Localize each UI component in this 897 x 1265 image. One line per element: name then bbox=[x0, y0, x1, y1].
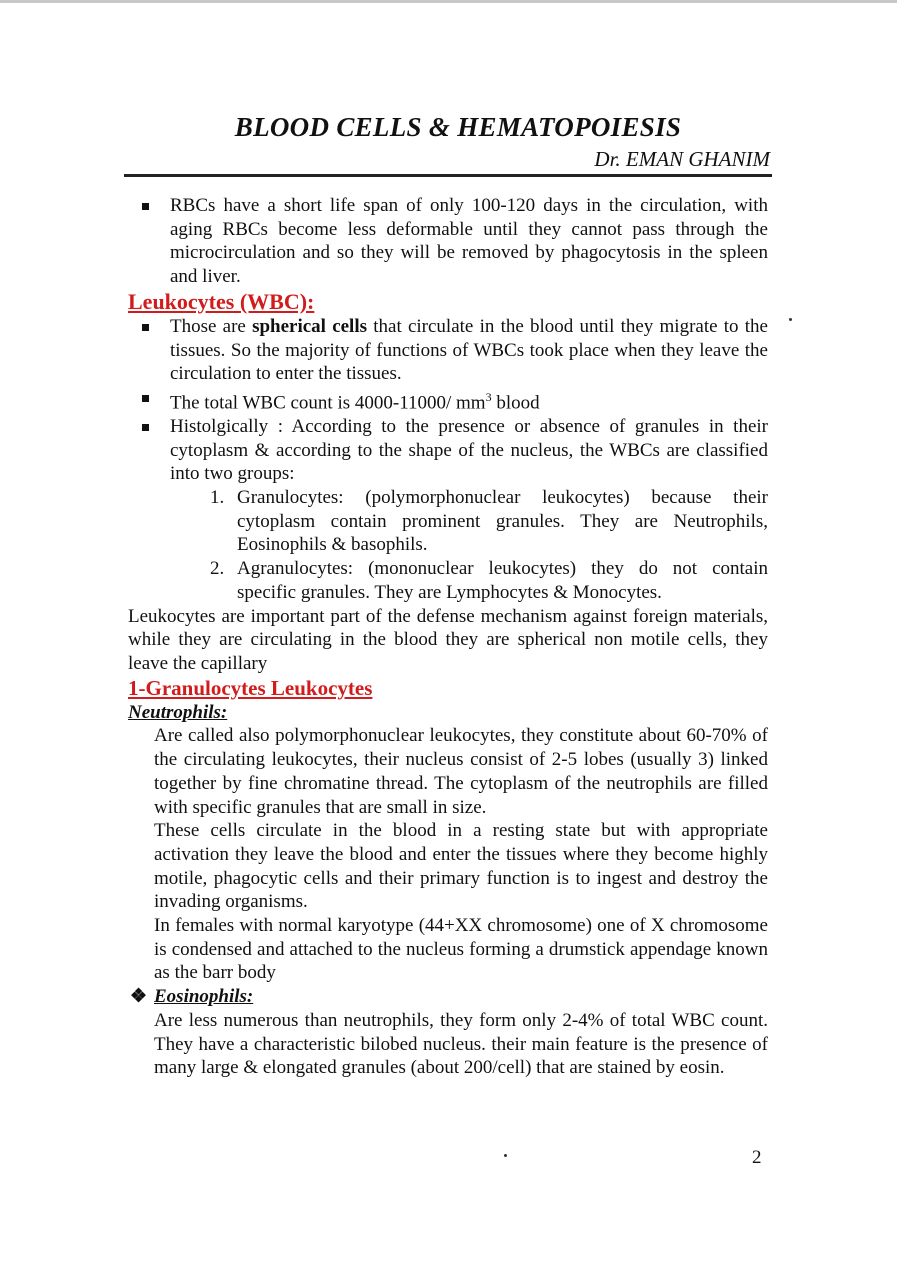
list-item: RBCs have a short life span of only 100-120 days in the circulation, with aging RBCs become less deformable until they cannot pass through the microcirculation and so they will be removed by phagocytosis in the spleen and liver. bbox=[128, 194, 768, 289]
wbc-groups-list bbox=[128, 486, 768, 605]
section-heading-leukocytes: Leukocytes (WBC): bbox=[128, 288, 315, 314]
header-divider bbox=[124, 174, 772, 177]
section-heading-granulocytes: 1-Granulocytes Leukocytes bbox=[128, 675, 373, 700]
eosinophils-paragraph: Are less numerous than neutrophils, they form only 2-4% of total WBC count. They have a characteristic bilobed nucleus. their main feature is the presence of many large & elongated granules (about 200/cell) that are stained by eosin. bbox=[154, 1009, 768, 1079]
list-item: Histolgically : According to the presence or absence of granules in their cytoplasm & according to the shape of the nucleus, the WBCs are classified into two groups: bbox=[128, 415, 768, 486]
leukocytes-summary: Leukocytes are important part of the defense mechanism against foreign materials, while they are circulating in the blood they are spherical non motile cells, they leave the capillary bbox=[128, 605, 768, 674]
neutrophils-paragraph-2: These cells circulate in the blood in a resting state but with appropriate activation they leave the blood and enter the tissues where they become highly motile, phagocytic cells and their primary function is to ingest and destroy the invading organisms. bbox=[154, 820, 768, 913]
square-bullet-icon bbox=[142, 203, 149, 210]
square-bullet-icon bbox=[142, 324, 149, 331]
neutrophils-paragraph-1: Are called also polymorphonuclear leukocytes, they constitute about 60-70% of the circulating leukocytes, their nucleus consist of 2-5 lobes (usually 3) linked together by fine chromatine thread. The cytoplasm of the neutrophils are filled with specific granules that are small in size. bbox=[154, 725, 768, 818]
page-number: 2 bbox=[752, 1147, 762, 1168]
page-header bbox=[124, 112, 772, 172]
scan-speck bbox=[789, 318, 792, 321]
page-body bbox=[128, 194, 768, 1080]
list-item: 2. Agranulocytes: (mononuclear leukocytes) they do not contain specific granules. They are Lymphocytes & Monocytes. bbox=[210, 558, 768, 603]
scan-speck bbox=[504, 1154, 507, 1157]
subheading-neutrophils: Neutrophils: bbox=[128, 701, 228, 723]
list-item: 1. Granulocytes: (polymorphonuclear leukocytes) because their cytoplasm contain prominent granules. They are Neutrophils, Eosinophils & basophils. bbox=[210, 487, 768, 556]
document-title: BLOOD CELLS & HEMATOPOIESIS bbox=[234, 112, 682, 142]
intro-list bbox=[128, 194, 768, 289]
leukocyte-facts-list bbox=[128, 315, 768, 486]
diamond-bullet-icon: ❖ bbox=[130, 986, 148, 1008]
scan-top-edge bbox=[0, 0, 897, 3]
square-bullet-icon bbox=[142, 424, 149, 431]
author-name: Dr. EMAN GHANIM bbox=[594, 147, 770, 171]
list-item: The total WBC count is 4000-11000/ $mm^3$ blood bbox=[128, 386, 768, 415]
subheading-eosinophils: ❖ Eosinophils: bbox=[130, 986, 254, 1008]
list-item: Those are spherical cells that circulate in the blood until they migrate to the tissues. So the majority of functions of WBCs took place when they leave the circulation to enter the tissues. bbox=[128, 315, 768, 386]
neutrophils-paragraph-3: In females with normal karyotype (44+XX chromosome) one of X chromosome is condensed and attached to the nucleus forming a drumstick appendage known as the barr body bbox=[154, 915, 768, 984]
square-bullet-icon bbox=[142, 395, 149, 402]
